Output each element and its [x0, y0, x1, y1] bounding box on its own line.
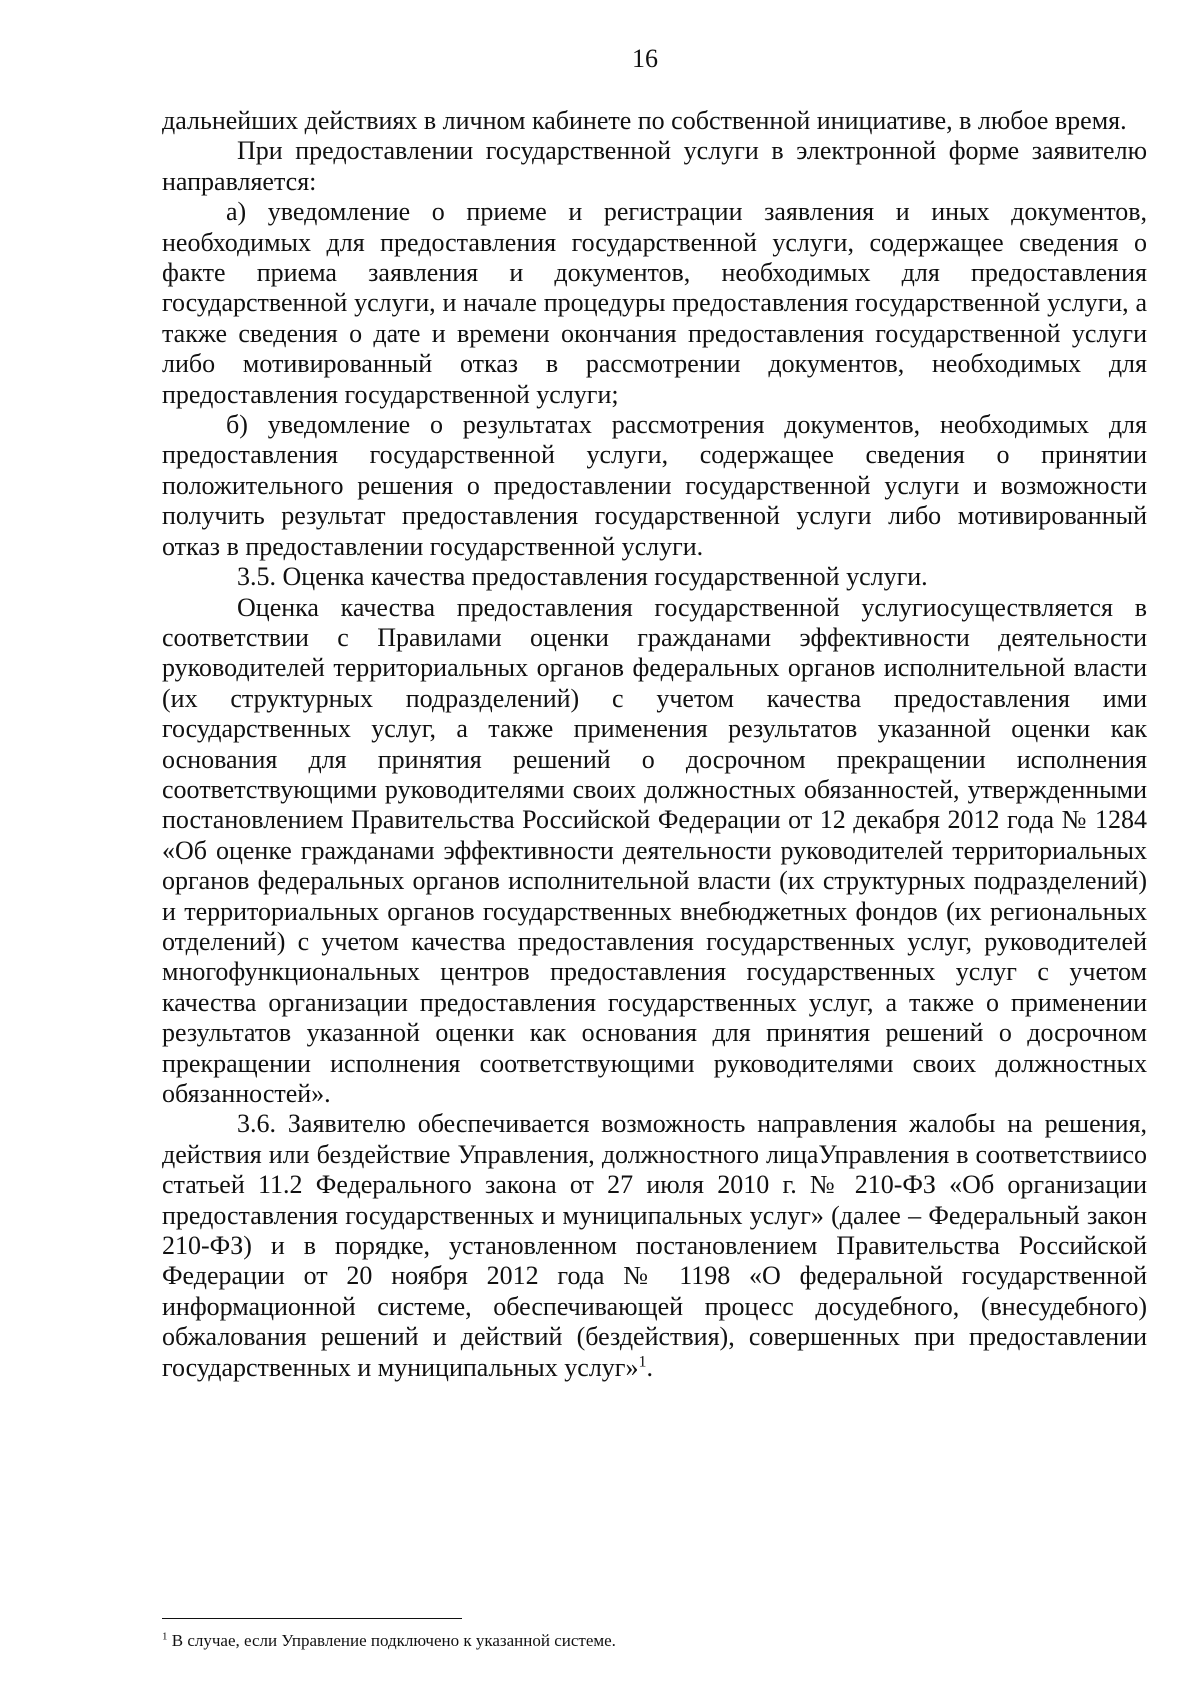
footnote-reference: 1	[638, 1353, 647, 1370]
page-number: 16	[632, 44, 658, 73]
footnote	[162, 1630, 1147, 1652]
paragraph-quality-assessment: Оценка качества предоставления государственной услугиосуществляется в соответствии с Правилами оценки гражданами эффективности деятельности руководителей территориальных органов федеральных органов исполнительной власти (их структурных подразделений) с учетом качества предоставления ими государственных услуг, а также применения результатов указанной оценки как основания для принятия решений о досрочном прекращении исполнения соответствующими руководителями своих должностных обязанностей, утвержденными постановлением Правительства Российской Федерации от 12 декабря 2012 года № 1284 «Об оценке гражданами эффективности деятельности руководителей территориальных органов федеральных органов исполнительной власти (их структурных подразделений) и территориальных органов государственных внебюджетных фондов (их региональных отделений) с учетом качества предоставления государственных услуг, руководителей многофункциональных центров предоставления государственных услуг с учетом качества организации предоставления государственных услуг, а также о применении результатов указанной оценки как основания для принятия решений о досрочном прекращении исполнения соответствующими руководителями своих должностных обязанностей».	[162, 592, 1147, 1108]
footnote-mark: 1	[162, 1630, 168, 1643]
paragraph-section-3-6	[162, 1109, 1147, 1383]
footnote-text: В случае, если Управление подключено к указанной системе.	[171, 1631, 616, 1650]
paragraph-electronic-form: При предоставлении государственной услуги в электронной форме заявителю направляется:	[162, 136, 1147, 196]
section-heading-3-5: 3.5. Оценка качества предоставления государственной услуги.	[237, 562, 928, 592]
paragraph-section-3-6-text: 3.6. Заявителю обеспечивается возможность направления жалобы на решения, действия или бездействие Управления, должностного лицаУправления в соответствиисо статьей 11.2 Федерального закона от 27 июля 2010 г. № 210-ФЗ «Об организации предоставления государственных и муниципальных услуг» (далее – Федеральный закон 210-ФЗ) и в порядке, установленном постановлением Правительства Российской Федерации от 20 ноября 2012 года № 1198 «О федеральной государственной информационной системе, обеспечивающей процесс досудебного, (внесудебного) обжалования решений и действий (бездействия), совершенных при предоставлении государственных и муниципальных услуг»	[162, 1109, 1147, 1382]
paragraph-section-3-6-end: .	[646, 1352, 653, 1382]
paragraph-item-a: а) уведомление о приеме и регистрации заявления и иных документов, необходимых для предоставления государственной услуги, содержащее сведения о факте приема заявления и документов, необходимых для предоставления государственной услуги, и начале процедуры предоставления государственной услуги, а также сведения о дате и времени окончания предоставления государственной услуги либо мотивированный отказ в рассмотрении документов, необходимых для предоставления государственной услуги;	[162, 197, 1147, 409]
paragraph-continuation: дальнейших действиях в личном кабинете по собственной инициативе, в любое время.	[162, 106, 1127, 135]
paragraph-item-b: б) уведомление о результатах рассмотрения документов, необходимых для предоставления государственной услуги, содержащее сведения о принятии положительного решения о предоставлении государственной услуги и возможности получить результат предоставления государственной услуги либо мотивированный отказ в предоставлении государственной услуги.	[162, 410, 1147, 561]
footnote-separator	[162, 1618, 462, 1619]
body-text	[162, 106, 1147, 1383]
